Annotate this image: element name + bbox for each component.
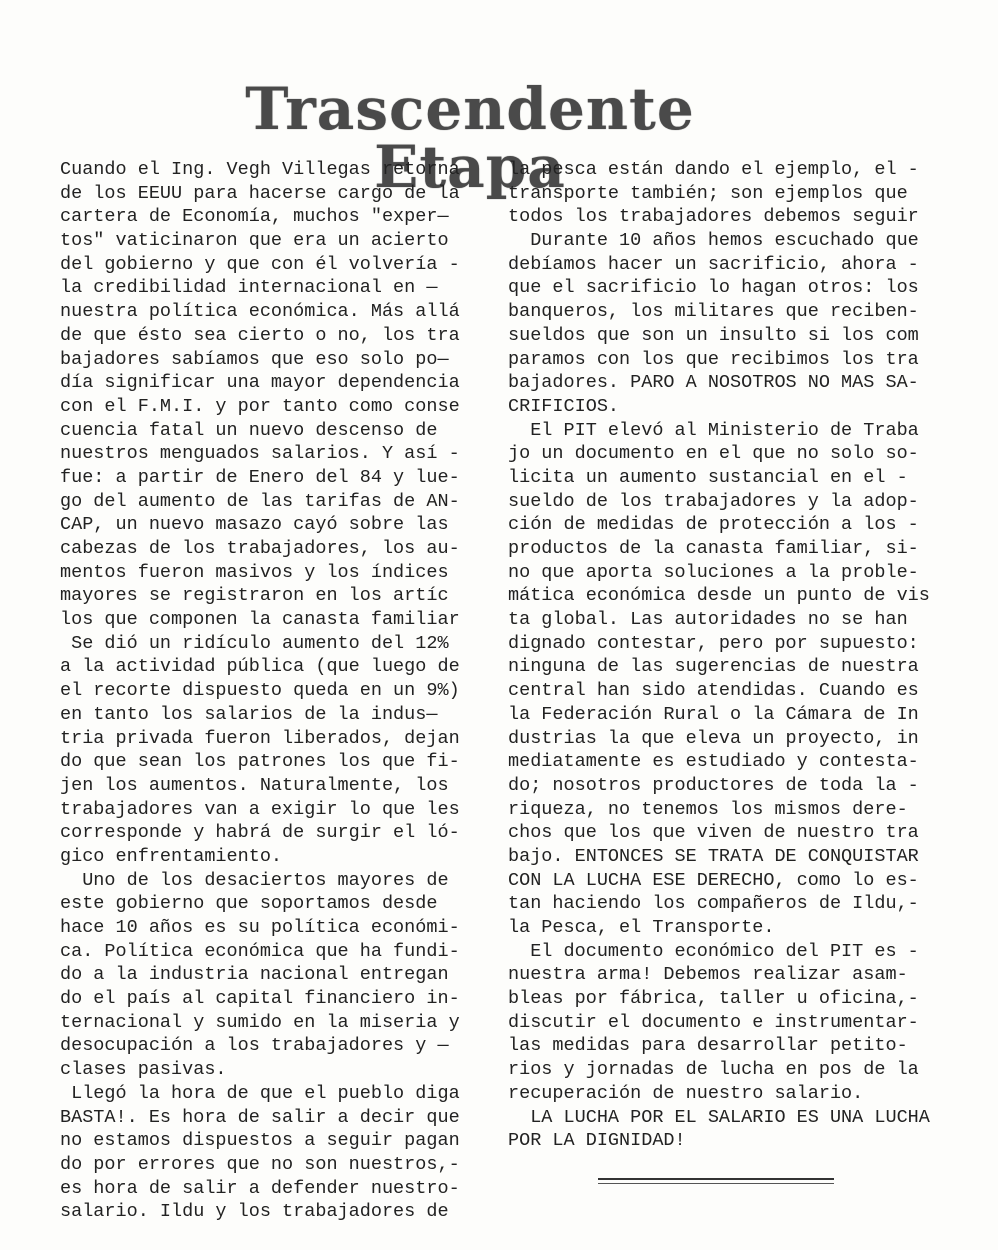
text-line: El documento económico del PIT es -: [508, 940, 919, 962]
text-line: fue: a partir de Enero del 84 y lue-: [60, 466, 460, 488]
text-line: BASTA!. Es hora de salir a decir que: [60, 1106, 460, 1128]
text-line: ternacional y sumido en la miseria y: [60, 1011, 460, 1033]
text-line: ninguna de las sugerencias de nuestra: [508, 656, 919, 678]
text-line: en tanto los salarios de la indus—: [60, 703, 438, 725]
text-line: productos de la canasta familiar, si-: [508, 538, 919, 559]
text-line: nuestra arma! Debemos realizar asam-: [508, 964, 908, 986]
text-line: central han sido atendidas. Cuando es: [508, 680, 919, 702]
text-line: nuestros menguados salarios. Y así -: [60, 443, 460, 465]
left-column: [60, 158, 500, 1224]
text-line: de los EEUU para hacerse cargo de la: [60, 182, 460, 204]
text-line: Cuando el Ing. Vegh Villegas retorna: [60, 159, 460, 180]
text-line: este gobierno que soportamos desde: [60, 893, 438, 915]
text-line: transporte también; son ejemplos que: [508, 182, 908, 204]
article-title: Trascendente Etapa: [245, 75, 695, 201]
text-line: CON LA LUCHA ESE DERECHO, como lo es-: [508, 869, 919, 891]
text-line: POR LA DIGNIDAD!: [508, 1130, 686, 1152]
text-line: rios y jornadas de lucha en pos de la: [508, 1059, 919, 1081]
text-line: jen los aumentos. Naturalmente, los: [60, 774, 449, 796]
text-line: el recorte dispuesto queda en un 9%): [60, 680, 460, 702]
text-line: licita un aumento sustancial en el -: [508, 466, 908, 488]
text-line: riqueza, no tenemos los mismos dere-: [508, 798, 908, 820]
text-line: discutir el documento e instrumentar-: [508, 1011, 919, 1033]
text-line: corresponde y habrá de surgir el ló-: [60, 822, 460, 844]
text-line: tria privada fueron liberados, dejan: [60, 727, 460, 749]
text-line: LA LUCHA POR EL SALARIO ES UNA LUCHA: [508, 1106, 930, 1128]
text-line: dignado contestar, pero por supuesto:: [508, 632, 919, 654]
text-line: a la actividad pública (que luego de: [60, 656, 460, 678]
text-line: salario. Ildu y los trabajadores de: [60, 1201, 449, 1223]
text-line: la Pesca, el Transporte.: [508, 917, 775, 938]
text-line: bajadores sabíamos que eso solo po—: [60, 348, 449, 370]
text-line: do que sean los patrones los que fi-: [60, 751, 460, 773]
text-line: bajadores. PARO A NOSOTROS NO MAS SA-: [508, 372, 919, 394]
text-line: cabezas de los trabajadores, los au-: [60, 538, 460, 559]
text-line: mática económica desde un punto de vis: [508, 585, 930, 607]
text-line: bleas por fábrica, taller u oficina,-: [508, 988, 919, 1010]
text-line: mentos fueron masivos y los índices: [60, 561, 449, 583]
text-line: CAP, un nuevo masazo cayó sobre las: [60, 514, 449, 536]
text-line: Uno de los desaciertos mayores de: [60, 869, 449, 891]
text-line: es hora de salir a defender nuestro-: [60, 1177, 460, 1199]
text-line: recuperación de nuestro salario.: [508, 1082, 864, 1104]
text-line: CRIFICIOS.: [508, 395, 620, 417]
text-line: ción de medidas de protección a los -: [508, 514, 919, 536]
text-line: la Federación Rural o la Cámara de In: [508, 703, 919, 725]
text-line: sueldos que son un insulto si los com: [508, 324, 919, 346]
text-line: tos" vaticinaron que era un acierto: [60, 230, 449, 252]
text-line: día significar una mayor dependencia: [60, 372, 460, 394]
text-line: las medidas para desarrollar petito-: [508, 1035, 908, 1057]
text-line: bajo. ENTONCES SE TRATA DE CONQUISTAR: [508, 845, 919, 867]
right-column: [508, 158, 958, 1153]
text-line: Se dió un ridículo aumento del 12%: [60, 632, 449, 654]
text-line: Durante 10 años hemos escuchado que: [508, 230, 919, 252]
text-line: nuestra política económica. Más allá: [60, 301, 460, 323]
text-line: desocupación a los trabajadores y —: [60, 1035, 449, 1057]
text-line: todos los trabajadores debemos seguir: [508, 206, 919, 228]
text-line: do a la industria nacional entregan: [60, 964, 449, 986]
text-line: Llegó la hora de que el pueblo diga: [60, 1082, 460, 1104]
text-line: con el F.M.I. y por tanto como conse: [60, 395, 460, 417]
text-line: ca. Política económica que ha fundi-: [60, 940, 460, 962]
text-line: la pesca están dando el ejemplo, el -: [508, 159, 919, 180]
text-line: El PIT elevó al Ministerio de Traba: [508, 419, 919, 441]
text-line: chos que los que viven de nuestro tra: [508, 822, 919, 844]
text-line: mediatamente es estudiado y contesta-: [508, 751, 919, 773]
text-line: do el país al capital financiero in-: [60, 988, 460, 1010]
text-line: cartera de Economía, muchos "exper—: [60, 206, 449, 228]
text-line: la credibilidad internacional en —: [60, 277, 438, 299]
closing-rule: [598, 1178, 834, 1184]
text-line: hace 10 años es su política económi-: [60, 917, 460, 938]
text-line: del gobierno y que con él volvería -: [60, 253, 460, 275]
text-line: de que ésto sea cierto o no, los tra: [60, 324, 460, 346]
text-line: dustrias la que eleva un proyecto, in: [508, 727, 919, 749]
text-line: go del aumento de las tarifas de AN-: [60, 490, 460, 512]
text-line: do por errores que no son nuestros,-: [60, 1153, 460, 1175]
text-line: cuencia fatal un nuevo descenso de: [60, 419, 438, 441]
text-line: paramos con los que recibimos los tra: [508, 348, 919, 370]
text-line: no que aporta soluciones a la proble-: [508, 561, 919, 583]
text-line: banqueros, los militares que reciben-: [508, 301, 919, 323]
text-line: clases pasivas.: [60, 1059, 227, 1081]
text-line: ta global. Las autoridades no se han: [508, 609, 908, 631]
text-line: no estamos dispuestos a seguir pagan: [60, 1130, 460, 1152]
text-line: trabajadores van a exigir lo que les: [60, 798, 460, 820]
text-line: tan haciendo los compañeros de Ildu,-: [508, 893, 919, 915]
text-line: jo un documento en el que no solo so-: [508, 443, 919, 465]
text-line: do; nosotros productores de toda la -: [508, 774, 919, 796]
text-line: debíamos hacer un sacrificio, ahora -: [508, 253, 919, 275]
text-line: gico enfrentamiento.: [60, 845, 283, 867]
text-line: sueldo de los trabajadores y la adop-: [508, 490, 919, 512]
text-line: mayores se registraron en los artíc: [60, 585, 449, 607]
text-line: que el sacrificio lo hagan otros: los: [508, 277, 919, 299]
text-line: los que componen la canasta familiar: [60, 609, 460, 631]
